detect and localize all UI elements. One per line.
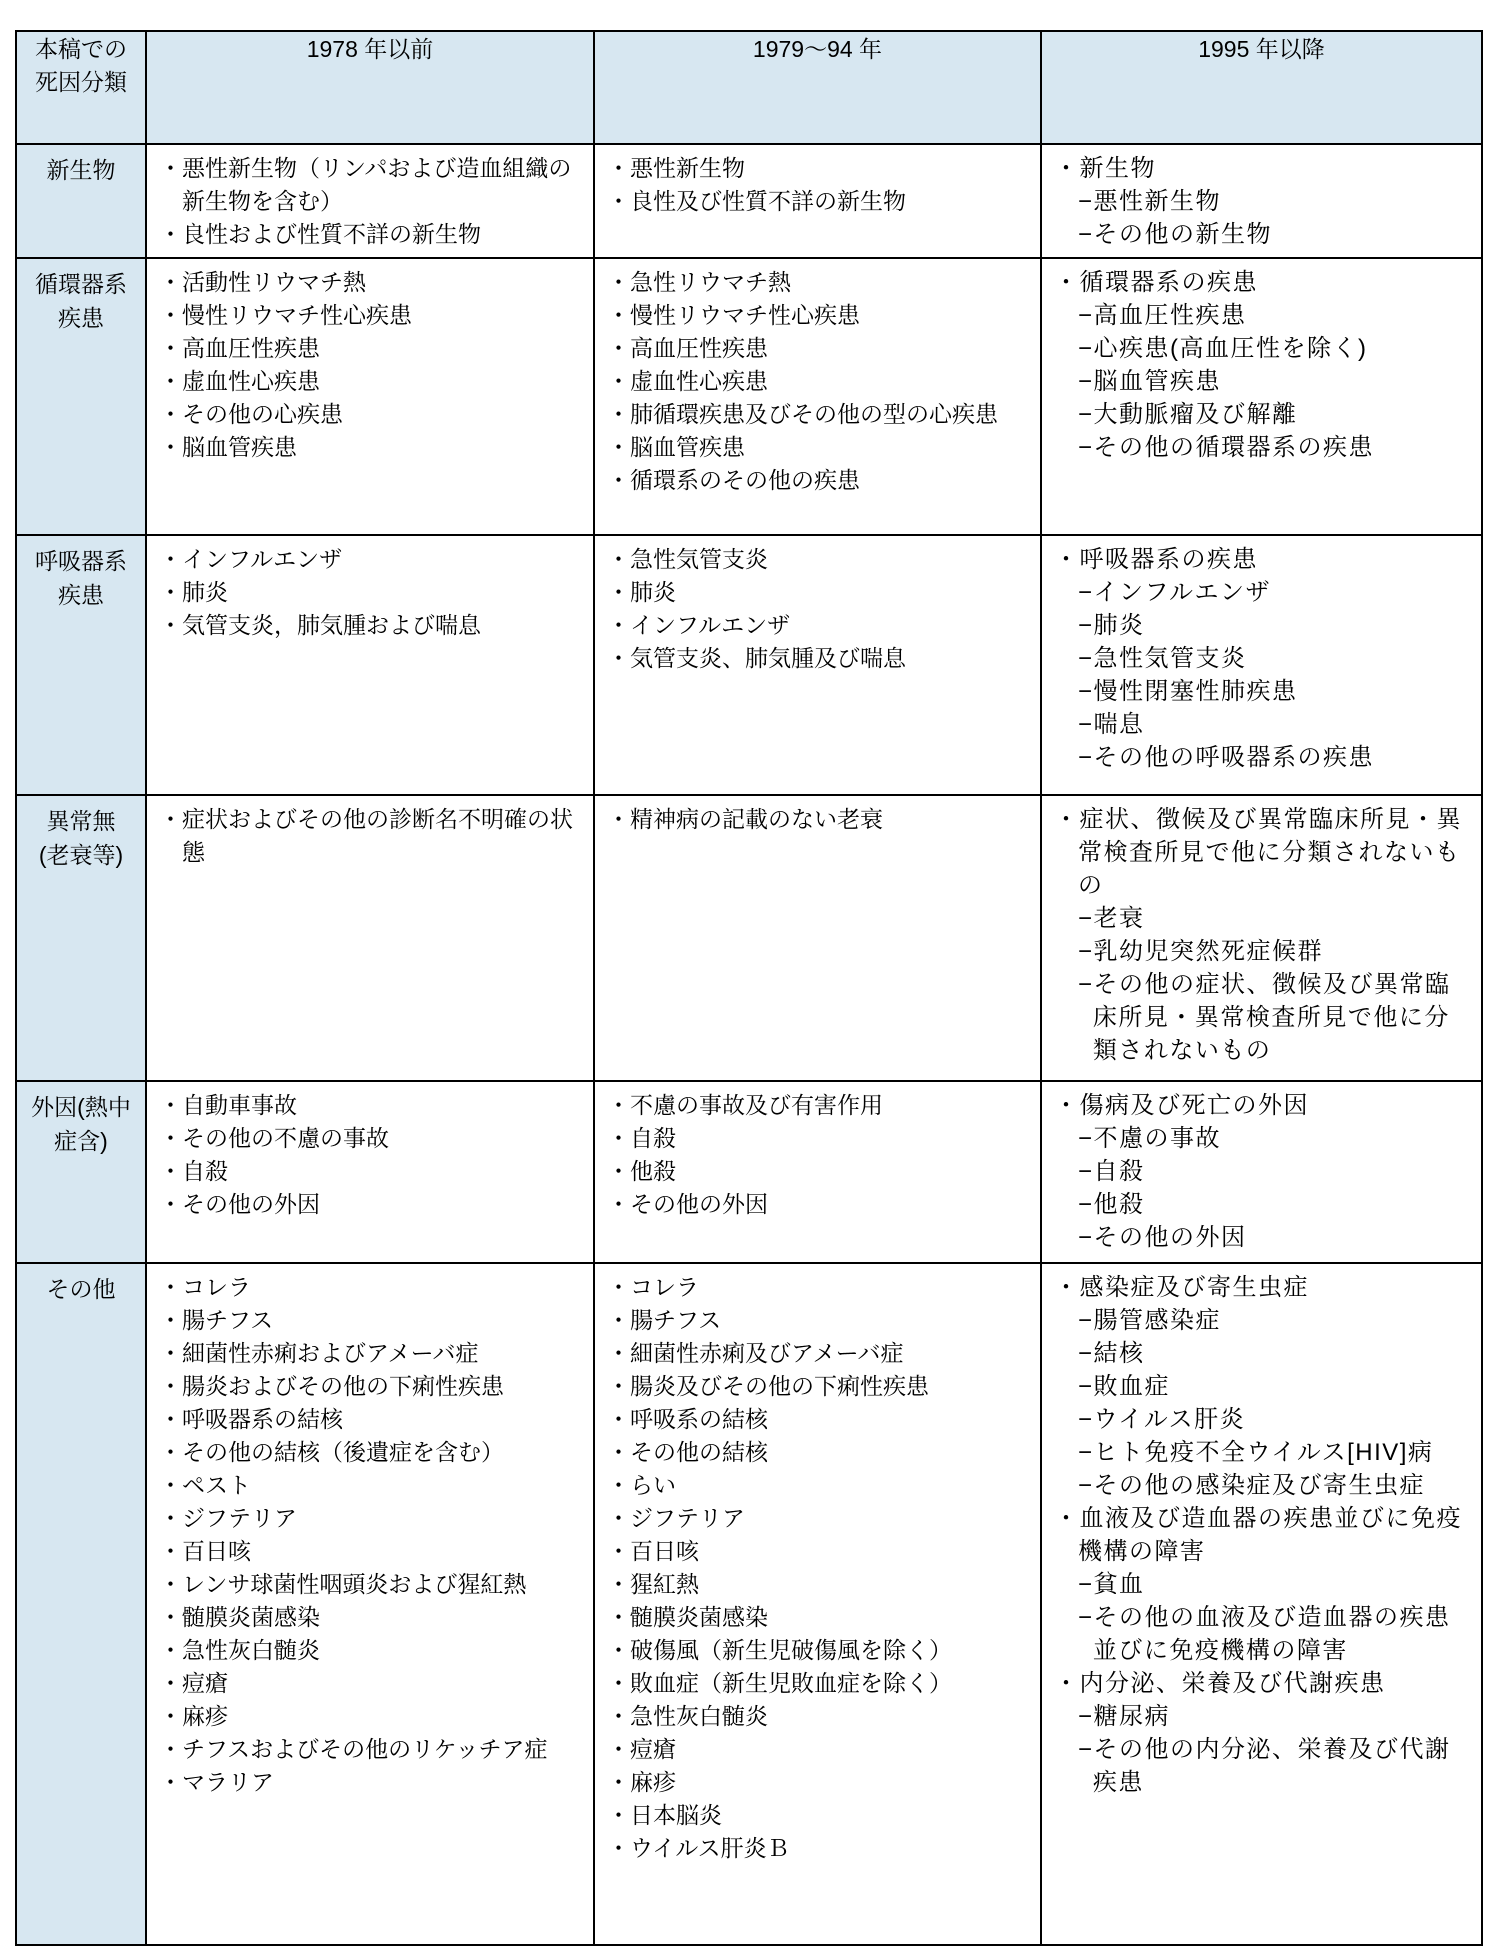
category-line: 症含) bbox=[54, 1128, 108, 1154]
list-item: ・痘瘡 bbox=[607, 1736, 676, 1762]
sub-item: −その他の新生物 bbox=[1078, 221, 1273, 248]
sub-item: −結核 bbox=[1078, 1340, 1145, 1367]
sub-item: −肺炎 bbox=[1078, 612, 1145, 639]
table-row-external bbox=[16, 1081, 1482, 1263]
list-item: ・腸チフス bbox=[607, 1307, 722, 1333]
cell-circulatory-1979-94 bbox=[594, 258, 1041, 535]
list-item: ・傷病及び死亡の外因 bbox=[1054, 1092, 1309, 1119]
sub-item: −喘息 bbox=[1078, 711, 1145, 738]
category-line: 外因(熱中 bbox=[31, 1094, 131, 1120]
list-item: ・その他の結核（後遺症を含む） bbox=[159, 1439, 504, 1465]
list-item: ・ジフテリア bbox=[607, 1505, 745, 1531]
list-item: ・新生物 bbox=[1054, 155, 1156, 182]
list-item: ・らい bbox=[607, 1472, 676, 1498]
header-row bbox=[16, 31, 1482, 144]
cell-neoplasms-from-1995 bbox=[1041, 144, 1482, 258]
list-item: ・レンサ球菌性咽頭炎および猩紅熱 bbox=[159, 1571, 527, 1597]
cell-neoplasms-before-1978 bbox=[146, 144, 594, 258]
list-item: ・肺炎 bbox=[159, 579, 228, 605]
cause-of-death-classification-table bbox=[15, 30, 1483, 1946]
sub-item: −その他の症状、徴候及び異常臨床所見・異常検査所見で他に分類されないもの bbox=[1078, 971, 1451, 1064]
table-row-others bbox=[16, 1263, 1482, 1945]
column-header-before-1978 bbox=[146, 31, 594, 144]
category-line: 循環器系 bbox=[35, 271, 127, 297]
list-item: ・髄膜炎菌感染 bbox=[607, 1604, 768, 1630]
cell-external-before-1978 bbox=[146, 1081, 594, 1263]
list-item: ・慢性リウマチ性心疾患 bbox=[159, 302, 412, 328]
list-item: ・インフルエンザ bbox=[159, 546, 343, 572]
list-item: ・猩紅熱 bbox=[607, 1571, 699, 1597]
list-item: ・症状、徴候及び異常臨床所見・異常検査所見で他に分類されないもの bbox=[1054, 806, 1462, 899]
list-item: ・急性灰白髄炎 bbox=[159, 1637, 320, 1663]
list-item: ・自動車事故 bbox=[159, 1092, 297, 1118]
list-item: ・腸チフス bbox=[159, 1307, 274, 1333]
list-item: ・急性気管支炎 bbox=[607, 546, 768, 572]
sub-item: −その他の血液及び造血器の疾患並びに免疫機構の障害 bbox=[1078, 1604, 1451, 1664]
list-item: ・コレラ bbox=[607, 1274, 699, 1300]
list-item: ・自殺 bbox=[159, 1158, 228, 1184]
list-item: ・脳血管疾患 bbox=[159, 434, 297, 460]
list-item: ・細菌性赤痢およびアメーバ症 bbox=[159, 1340, 479, 1366]
sub-item: −急性気管支炎 bbox=[1078, 645, 1247, 672]
list-item: ・高血圧性疾患 bbox=[607, 335, 768, 361]
list-item: ・その他の外因 bbox=[159, 1191, 320, 1217]
list-item: ・麻疹 bbox=[607, 1769, 676, 1795]
list-item: ・その他の結核 bbox=[607, 1439, 768, 1465]
header-line: 1995 年以降 bbox=[1198, 36, 1325, 62]
sub-item: −高血圧性疾患 bbox=[1078, 302, 1247, 329]
cell-neoplasms-1979-94 bbox=[594, 144, 1041, 258]
header-line: 本稿での bbox=[35, 36, 127, 62]
cell-respiratory-from-1995 bbox=[1041, 535, 1482, 795]
cell-others-from-1995 bbox=[1041, 1263, 1482, 1945]
category-cell-external bbox=[16, 1081, 146, 1263]
list-item: ・急性灰白髄炎 bbox=[607, 1703, 768, 1729]
table-row-respiratory bbox=[16, 535, 1482, 795]
column-header-classification bbox=[16, 31, 146, 144]
list-item: ・呼吸系の結核 bbox=[607, 1406, 768, 1432]
list-item: ・気管支炎、肺気腫及び喘息 bbox=[607, 645, 906, 671]
list-item: ・ウイルス肝炎Ｂ bbox=[607, 1835, 790, 1861]
category-line: (老衰等) bbox=[38, 842, 124, 868]
list-item: ・良性および性質不詳の新生物 bbox=[159, 221, 481, 247]
list-item: ・百日咳 bbox=[159, 1538, 251, 1564]
sub-item: −慢性閉塞性肺疾患 bbox=[1078, 678, 1298, 705]
column-header-1979-94 bbox=[594, 31, 1041, 144]
sub-item: −自殺 bbox=[1078, 1158, 1145, 1185]
list-item: ・敗血症（新生児敗血症を除く） bbox=[607, 1670, 952, 1696]
list-item: ・ペスト bbox=[159, 1472, 251, 1498]
list-item: ・良性及び性質不詳の新生物 bbox=[607, 188, 906, 214]
category-cell-neoplasms bbox=[16, 144, 146, 258]
list-item: ・気管支炎，肺気腫および喘息 bbox=[159, 612, 481, 638]
list-item: ・他殺 bbox=[607, 1158, 676, 1184]
list-item: ・高血圧性疾患 bbox=[159, 335, 320, 361]
table-row-neoplasms bbox=[16, 144, 1482, 258]
list-item: ・内分泌、栄養及び代謝疾患 bbox=[1054, 1670, 1386, 1697]
sub-item: −貧血 bbox=[1078, 1571, 1145, 1598]
list-item: ・痘瘡 bbox=[159, 1670, 228, 1696]
list-item: ・虚血性心疾患 bbox=[159, 368, 320, 394]
list-item: ・ジフテリア bbox=[159, 1505, 297, 1531]
category-line: 新生物 bbox=[46, 157, 116, 183]
list-item: ・悪性新生物（リンパおよび造血組織の新生物を含む） bbox=[159, 155, 572, 214]
sub-item: −インフルエンザ bbox=[1078, 579, 1272, 606]
category-cell-circulatory bbox=[16, 258, 146, 535]
cell-external-1979-94 bbox=[594, 1081, 1041, 1263]
list-item: ・インフルエンザ bbox=[607, 612, 791, 638]
sub-item: −老衰 bbox=[1078, 905, 1145, 932]
list-item: ・その他の心疾患 bbox=[159, 401, 343, 427]
list-item: ・急性リウマチ熱 bbox=[607, 269, 791, 295]
cell-others-before-1978 bbox=[146, 1263, 594, 1945]
list-item: ・感染症及び寄生虫症 bbox=[1054, 1274, 1309, 1301]
list-item: ・循環器系の疾患 bbox=[1054, 269, 1258, 296]
header-line: 1979〜94 年 bbox=[752, 36, 883, 62]
sub-item: −糖尿病 bbox=[1078, 1703, 1171, 1730]
list-item: ・コレラ bbox=[159, 1274, 251, 1300]
list-item: ・髄膜炎菌感染 bbox=[159, 1604, 320, 1630]
cell-respiratory-1979-94 bbox=[594, 535, 1041, 795]
cell-ill-defined-before-1978 bbox=[146, 795, 594, 1081]
list-item: ・虚血性心疾患 bbox=[607, 368, 768, 394]
cell-external-from-1995 bbox=[1041, 1081, 1482, 1263]
list-item: ・その他の外因 bbox=[607, 1191, 768, 1217]
list-item: ・活動性リウマチ熱 bbox=[159, 269, 366, 295]
list-item: ・不慮の事故及び有害作用 bbox=[607, 1092, 883, 1118]
table-row-circulatory bbox=[16, 258, 1482, 535]
cell-ill-defined-1979-94 bbox=[594, 795, 1041, 1081]
category-line: その他 bbox=[46, 1276, 116, 1302]
category-cell-respiratory bbox=[16, 535, 146, 795]
category-cell-ill-defined bbox=[16, 795, 146, 1081]
category-line: 疾患 bbox=[58, 305, 104, 331]
table-row-ill-defined bbox=[16, 795, 1482, 1081]
cell-ill-defined-from-1995 bbox=[1041, 795, 1482, 1081]
cell-circulatory-from-1995 bbox=[1041, 258, 1482, 535]
list-item: ・循環系のその他の疾患 bbox=[607, 467, 860, 493]
sub-item: −その他の循環器系の疾患 bbox=[1078, 434, 1375, 461]
category-cell-others bbox=[16, 1263, 146, 1945]
category-line: 疾患 bbox=[58, 582, 104, 608]
sub-item: −悪性新生物 bbox=[1078, 188, 1222, 215]
sub-item: −大動脈瘤及び解離 bbox=[1078, 401, 1298, 428]
sub-item: −その他の内分泌、栄養及び代謝疾患 bbox=[1078, 1736, 1451, 1796]
sub-item: −ウイルス肝炎 bbox=[1078, 1406, 1246, 1433]
list-item: ・腸炎およびその他の下痢性疾患 bbox=[159, 1373, 504, 1399]
cell-respiratory-before-1978 bbox=[146, 535, 594, 795]
sub-item: −他殺 bbox=[1078, 1191, 1145, 1218]
list-item: ・チフスおよびその他のリケッチア症 bbox=[159, 1736, 548, 1762]
sub-item: −乳幼児突然死症候群 bbox=[1078, 938, 1324, 965]
list-item: ・その他の不慮の事故 bbox=[159, 1125, 389, 1151]
list-item: ・破傷風（新生児破傷風を除く） bbox=[607, 1637, 952, 1663]
list-item: ・自殺 bbox=[607, 1125, 676, 1151]
sub-item: −ヒト免疫不全ウイルス[HIV]病 bbox=[1078, 1439, 1434, 1466]
list-item: ・脳血管疾患 bbox=[607, 434, 745, 460]
list-item: ・肺炎 bbox=[607, 579, 676, 605]
category-line: 呼吸器系 bbox=[35, 548, 127, 574]
list-item: ・腸炎及びその他の下痢性疾患 bbox=[607, 1373, 929, 1399]
list-item: ・呼吸器系の疾患 bbox=[1054, 546, 1258, 573]
list-item: ・細菌性赤痢及びアメーバ症 bbox=[607, 1340, 904, 1366]
list-item: ・症状およびその他の診断名不明確の状態 bbox=[159, 806, 573, 865]
sub-item: −その他の外因 bbox=[1078, 1224, 1247, 1251]
table-body bbox=[16, 144, 1482, 1945]
sub-item: −その他の呼吸器系の疾患 bbox=[1078, 744, 1375, 771]
list-item: ・精神病の記載のない老衰 bbox=[607, 806, 883, 832]
sub-item: −心疾患(高血圧性を除く) bbox=[1078, 335, 1368, 362]
header-line: 1978 年以前 bbox=[306, 36, 434, 62]
list-item: ・マラリア bbox=[159, 1769, 274, 1795]
category-line: 異常無 bbox=[46, 808, 116, 834]
header-line: 死因分類 bbox=[35, 69, 127, 95]
cell-others-1979-94 bbox=[594, 1263, 1041, 1945]
cell-circulatory-before-1978 bbox=[146, 258, 594, 535]
sub-item: −腸管感染症 bbox=[1078, 1307, 1222, 1334]
list-item: ・麻疹 bbox=[159, 1703, 228, 1729]
sub-item: −敗血症 bbox=[1078, 1373, 1171, 1400]
list-item: ・肺循環疾患及びその他の型の心疾患 bbox=[607, 401, 998, 427]
list-item: ・日本脳炎 bbox=[607, 1802, 722, 1828]
list-item: ・慢性リウマチ性心疾患 bbox=[607, 302, 860, 328]
list-item: ・血液及び造血器の疾患並びに免疫機構の障害 bbox=[1054, 1505, 1462, 1565]
list-item: ・百日咳 bbox=[607, 1538, 699, 1564]
sub-item: −不慮の事故 bbox=[1078, 1125, 1222, 1152]
list-item: ・悪性新生物 bbox=[607, 155, 745, 181]
sub-item: −その他の感染症及び寄生虫症 bbox=[1078, 1472, 1426, 1499]
column-header-from-1995 bbox=[1041, 31, 1482, 144]
list-item: ・呼吸器系の結核 bbox=[159, 1406, 343, 1432]
sub-item: −脳血管疾患 bbox=[1078, 368, 1222, 395]
